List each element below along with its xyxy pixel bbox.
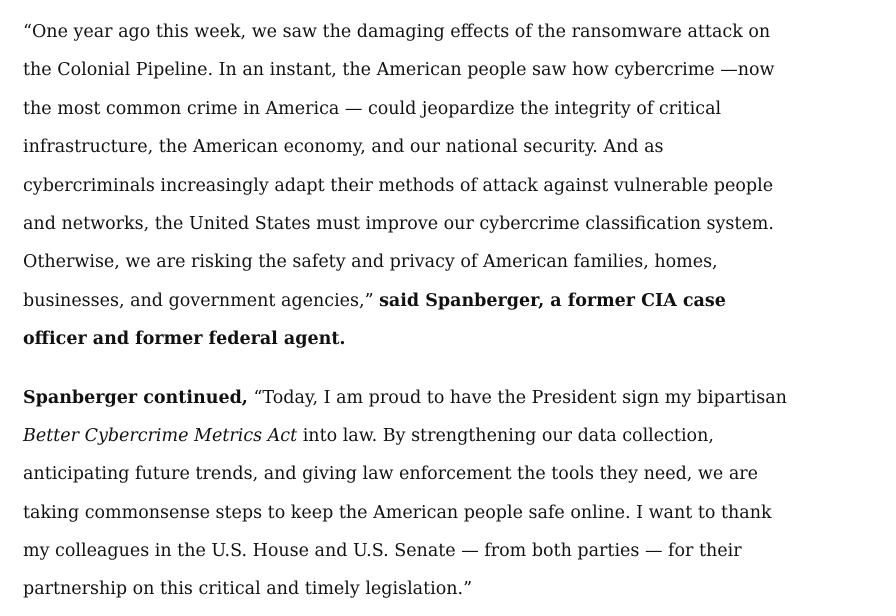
- text-line: the most common crime in America — could jeopardize the integrity of critical: [23, 98, 722, 119]
- quote-text: “Today, I am proud to have the President sign my bipartisan: [247, 387, 787, 408]
- quote-paragraph-1: [23, 13, 889, 359]
- bill-title: Better Cybercrime Metrics Act: [23, 425, 298, 446]
- attribution-text: officer and former federal agent.: [23, 329, 346, 350]
- text-line: my colleagues in the U.S. House and U.S. Senate — from both parties — for their: [23, 541, 742, 562]
- article-body: [23, 13, 889, 609]
- text-line: cybercriminals increasingly adapt their methods of attack against vulnerable people: [23, 175, 774, 196]
- text-line-mixed: [23, 417, 889, 455]
- text-line: anticipating future trends, and giving law enforcement the tools they need, we are: [23, 464, 758, 485]
- text-line-mixed: [23, 379, 889, 417]
- attribution-text: said Spanberger, a former CIA case: [379, 290, 726, 311]
- text-line: [23, 320, 889, 358]
- text-line: and networks, the United States must improve our cybercrime classification system.: [23, 213, 774, 234]
- text-line: partnership on this critical and timely legislation.”: [23, 579, 473, 600]
- speaker-label: Spanberger continued,: [23, 387, 248, 408]
- text-line: infrastructure, the American economy, and our national security. And as: [23, 137, 664, 158]
- text-line: taking commonsense steps to keep the American people safe online. I want to thank: [23, 502, 772, 523]
- text-line-mixed: [23, 282, 889, 320]
- quote-text: businesses, and government agencies,”: [23, 290, 380, 311]
- quote-text: into law. By strengthening our data collection,: [297, 425, 714, 446]
- text-line: Otherwise, we are risking the safety and privacy of American families, homes,: [23, 252, 718, 273]
- text-line: the Colonial Pipeline. In an instant, the American people saw how cybercrime —now: [23, 60, 775, 81]
- quote-paragraph-2: [23, 379, 889, 609]
- text-line: “One year ago this week, we saw the damaging effects of the ransomware attack on: [23, 22, 771, 42]
